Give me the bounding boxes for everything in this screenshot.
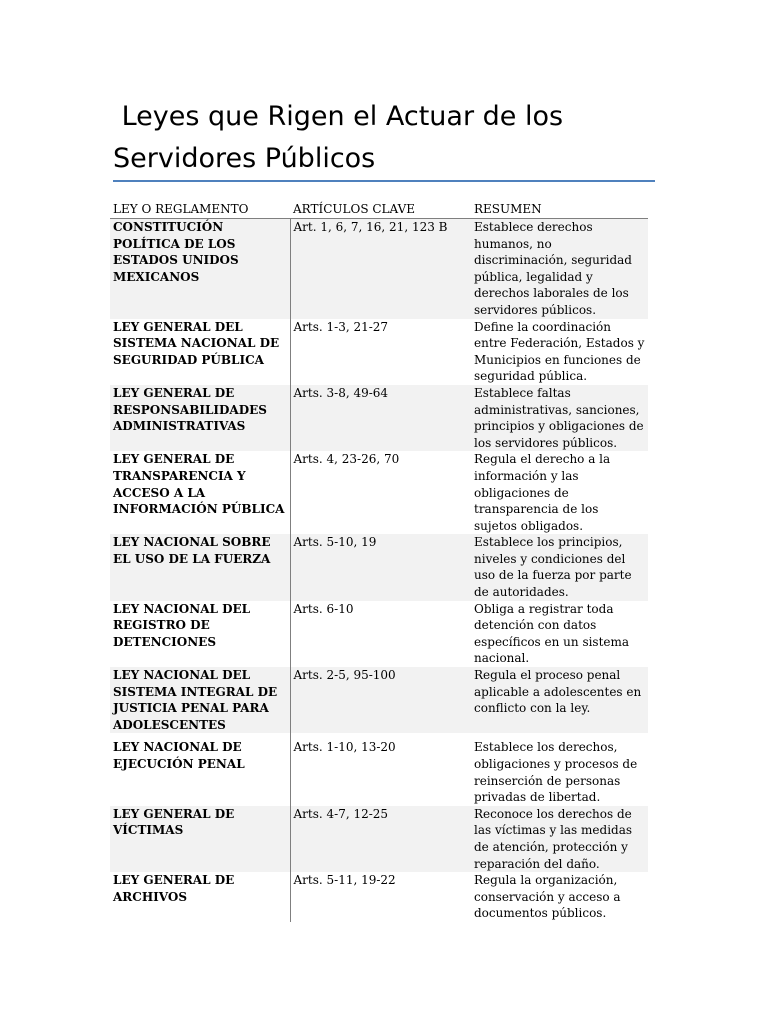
law-name: LEY GENERAL DE TRANSPARENCIA Y ACCESO A LA INFORMACIÓN PÚBLICA	[110, 451, 290, 534]
header-articles: ARTÍCULOS CLAVE	[290, 200, 471, 219]
laws-table	[110, 200, 648, 922]
law-articles: Arts. 5-10, 19	[290, 534, 471, 600]
law-articles: Arts. 4, 23-26, 70	[293, 452, 400, 467]
law-articles: Arts. 1-10, 13-20	[293, 740, 396, 755]
page-title: Leyes que Rigen el Actuar de los Servidores Públicos	[113, 101, 572, 174]
table-row	[110, 451, 648, 534]
law-summary: Define la coordinación entre Federación, Estados y Municipios en funciones de seguridad pública.	[474, 319, 645, 384]
law-name: LEY GENERAL DE VÍCTIMAS	[110, 806, 290, 872]
table-row	[110, 385, 648, 451]
table-row	[110, 806, 648, 872]
law-summary: Establece los derechos, obligaciones y procesos de reinserción de personas privadas de libertad.	[474, 740, 638, 805]
table-row	[110, 319, 648, 385]
law-name: LEY NACIONAL DEL REGISTRO DE DETENCIONES	[110, 601, 290, 667]
table-row	[110, 667, 648, 733]
header-summary: RESUMEN	[471, 200, 648, 219]
law-articles: Arts. 5-11, 19-22	[293, 873, 396, 888]
law-name: CONSTITUCIÓN POLÍTICA DE LOS ESTADOS UNIDOS MEXICANOS	[110, 219, 290, 319]
law-name: LEY GENERAL DE RESPONSABILIDADES ADMINISTRATIVAS	[110, 385, 290, 451]
law-articles: Arts. 2-5, 95-100	[290, 667, 471, 733]
law-name: LEY NACIONAL DEL SISTEMA INTEGRAL DE JUSTICIA PENAL PARA ADOLESCENTES	[110, 667, 290, 733]
table-row	[110, 219, 648, 319]
law-summary: Regula el derecho a la información y las obligaciones de transparencia de los sujetos obligados.	[474, 452, 611, 533]
law-summary: Reconoce los derechos de las víctimas y las medidas de atención, protección y reparación del daño.	[471, 806, 648, 872]
law-articles: Arts. 3-8, 49-64	[290, 385, 471, 451]
table-row	[110, 534, 648, 600]
law-name: LEY GENERAL DE ARCHIVOS	[110, 872, 290, 922]
law-summary: Obliga a registrar toda detención con datos específicos en un sistema nacional.	[474, 601, 630, 666]
law-name: LEY GENERAL DEL SISTEMA NACIONAL DE SEGURIDAD PÚBLICA	[110, 319, 290, 385]
table-row	[110, 733, 648, 805]
law-articles: Arts. 1-3, 21-27	[293, 319, 389, 334]
table-header-row	[110, 200, 648, 219]
law-articles: Arts. 4-7, 12-25	[290, 806, 471, 872]
table-row	[110, 601, 648, 667]
law-summary: Regula el proceso penal aplicable a adolescentes en conflicto con la ley.	[471, 667, 648, 733]
table-row	[110, 872, 648, 922]
law-summary: Regula la organización, conservación y acceso a documentos públicos.	[474, 873, 621, 921]
law-name: LEY NACIONAL DE EJECUCIÓN PENAL	[110, 733, 290, 805]
law-articles: Arts. 6-10	[293, 601, 354, 616]
law-summary: Establece derechos humanos, no discriminación, seguridad pública, legalidad y derechos laborales de los servidores públicos.	[471, 219, 648, 319]
law-summary: Establece faltas administrativas, sanciones, principios y obligaciones de los servidores públicos.	[471, 385, 648, 451]
law-summary: Establece los principios, niveles y condiciones del uso de la fuerza por parte de autoridades.	[471, 534, 648, 600]
law-articles: Art. 1, 6, 7, 16, 21, 123 B	[290, 219, 471, 319]
title-underline	[113, 180, 655, 182]
header-law: LEY O REGLAMENTO	[110, 200, 290, 219]
law-name: LEY NACIONAL SOBRE EL USO DE LA FUERZA	[110, 534, 290, 600]
